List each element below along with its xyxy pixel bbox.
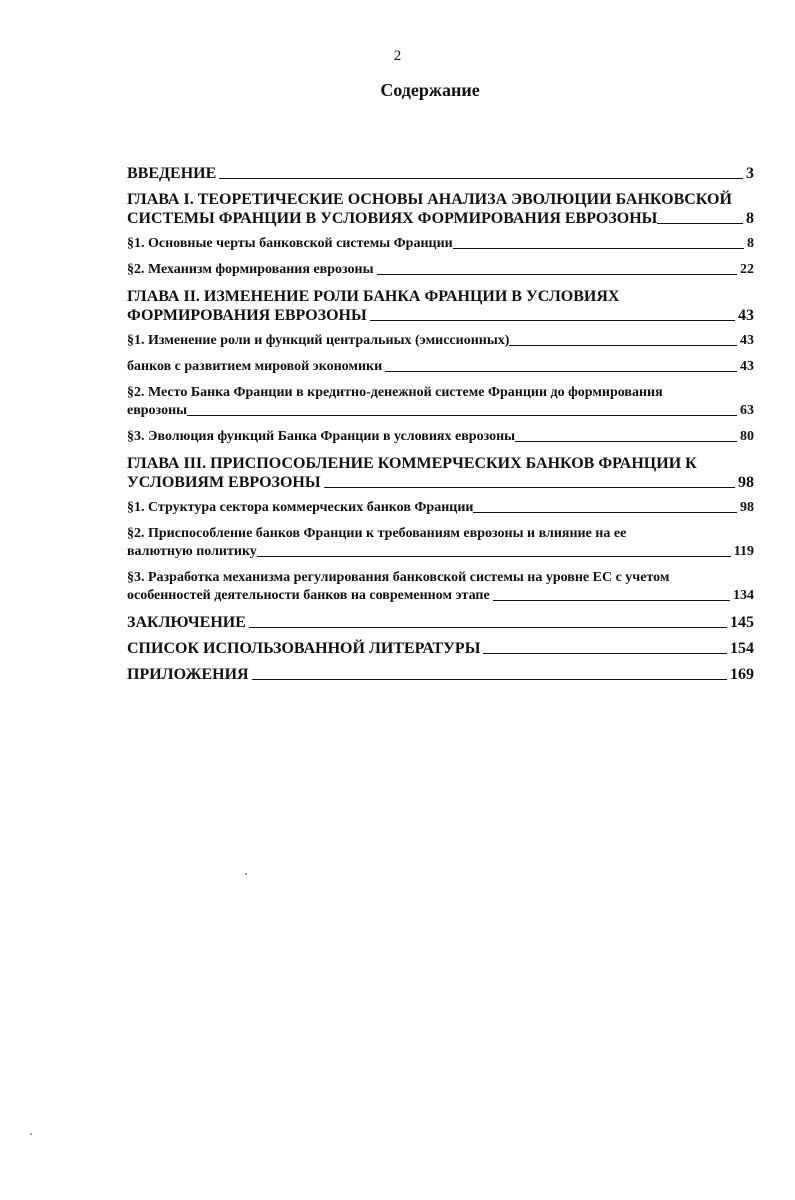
- toc-entry-title-line-1: ГЛАВА II. ИЗМЕНЕНИЕ РОЛИ БАНКА ФРАНЦИИ В УСЛОВИЯХ: [127, 288, 620, 305]
- leader-line: [483, 653, 727, 654]
- toc-entry-chapter-2-section-1: [127, 332, 754, 351]
- toc-entry-title-line-2: ФОРМИРОВАНИЯ ЕВРОЗОНЫ: [127, 307, 367, 324]
- toc-entry-conclusion: [127, 613, 754, 632]
- toc-entry-title-line-1: ГЛАВА III. ПРИСПОСОБЛЕНИЕ КОММЕРЧЕСКИХ БАНКОВ ФРАНЦИИ К: [127, 455, 697, 472]
- leader-line: [249, 627, 727, 628]
- toc-entry-title: банков с развитием мировой экономики: [127, 359, 383, 374]
- toc-entry-title-line-2: валютную политику: [127, 544, 257, 559]
- toc-entry-chapter-3-section-2: [127, 525, 754, 562]
- leader-line: [473, 512, 737, 513]
- leader-line: [257, 556, 731, 557]
- toc-entry-page: 8: [746, 210, 754, 227]
- leader-line: [453, 248, 744, 249]
- toc-entry-chapter-2-section-2: [127, 384, 754, 421]
- toc-entry-page: 80: [740, 429, 754, 444]
- toc-entry-page: 22: [740, 262, 754, 277]
- toc-entry-page: 98: [740, 500, 754, 515]
- toc-entry-chapter-2-section-1-continued: [127, 358, 754, 377]
- toc-entry-introduction: [127, 164, 754, 183]
- toc-entry-title: §2. Механизм формирования еврозоны: [127, 262, 374, 277]
- toc-entry-chapter-1-section-1: [127, 235, 754, 254]
- toc-entry-title-line-1: §3. Разработка механизма регулирования банковской системы на уровне ЕС с учетом: [127, 570, 670, 585]
- toc-entry-page: 43: [740, 359, 754, 374]
- toc-entry-references: [127, 639, 754, 658]
- toc-entry-title-line-2: еврозоны: [127, 403, 188, 418]
- toc-entry-title: ЗАКЛЮЧЕНИЕ: [127, 614, 246, 631]
- toc-entry-title-line-1: §2. Место Банка Франции в кредитно-денежной системе Франции до формирования: [127, 385, 663, 400]
- leader-line: [657, 223, 743, 224]
- toc-entry-chapter-3-section-3: [127, 569, 754, 606]
- toc-entry-title-line-1: ГЛАВА I. ТЕОРЕТИЧЕСКИЕ ОСНОВЫ АНАЛИЗА ЭВОЛЮЦИИ БАНКОВСКОЙ: [127, 191, 732, 208]
- leader-line: [324, 487, 735, 488]
- toc-entry-chapter-3: [127, 454, 754, 492]
- toc-entry-title: ВВЕДЕНИЕ: [127, 165, 217, 182]
- toc-entry-page: 145: [730, 614, 754, 631]
- toc-entry-title: ПРИЛОЖЕНИЯ: [127, 666, 249, 683]
- leader-line: [377, 274, 737, 275]
- toc-entry-title: СПИСОК ИСПОЛЬЗОВАННОЙ ЛИТЕРАТУРЫ: [127, 640, 481, 657]
- toc-entry-page: 43: [740, 333, 754, 348]
- leader-line: [509, 345, 737, 346]
- toc-entry-page: 154: [730, 640, 754, 657]
- leader-line: [515, 441, 737, 442]
- toc-entry-page: 63: [740, 403, 754, 418]
- toc-entry-page: 3: [746, 165, 754, 182]
- table-of-contents: [127, 164, 754, 691]
- toc-entry-title: §1. Изменение роли и функций центральных (эмиссионных): [127, 333, 510, 348]
- toc-entry-chapter-2: [127, 287, 754, 325]
- toc-entry-page: 8: [747, 236, 754, 251]
- leader-line: [493, 600, 730, 601]
- toc-entry-page: 134: [733, 588, 754, 603]
- scan-speck: [30, 1133, 32, 1135]
- toc-entry-page: 169: [730, 666, 754, 683]
- toc-entry-appendices: [127, 665, 754, 684]
- leader-line: [385, 371, 737, 372]
- toc-entry-title-line-2: УСЛОВИЯМ ЕВРОЗОНЫ: [127, 474, 321, 491]
- toc-heading: Содержание: [380, 80, 480, 100]
- page-number: 2: [393, 48, 402, 64]
- toc-entry-title: §1. Структура сектора коммерческих банков Франции: [127, 500, 474, 515]
- toc-entry-title: §3. Эволюция функций Банка Франции в условиях еврозоны: [127, 429, 516, 444]
- toc-entry-title-line-1: §2. Приспособление банков Франции к требованиям еврозоны и влияние на ее: [127, 526, 627, 541]
- toc-entry-title: §1. Основные черты банковской системы Франции: [127, 236, 453, 251]
- toc-entry-title-line-2: СИСТЕМЫ ФРАНЦИИ В УСЛОВИЯХ ФОРМИРОВАНИЯ ЕВРОЗОНЫ: [127, 210, 658, 227]
- toc-entry-chapter-3-section-1: [127, 499, 754, 518]
- scan-speck: [245, 873, 247, 875]
- toc-entry-chapter-1: [127, 190, 754, 228]
- toc-entry-page: 43: [738, 307, 754, 324]
- toc-entry-title-line-2: особенностей деятельности банков на современном этапе: [127, 588, 490, 603]
- leader-line: [219, 178, 743, 179]
- leader-line: [187, 415, 737, 416]
- leader-line: [252, 679, 727, 680]
- toc-entry-page: 98: [738, 474, 754, 491]
- toc-entry-page: 119: [733, 544, 754, 559]
- toc-entry-chapter-2-section-3: [127, 428, 754, 447]
- leader-line: [370, 320, 735, 321]
- toc-entry-chapter-1-section-2: [127, 261, 754, 280]
